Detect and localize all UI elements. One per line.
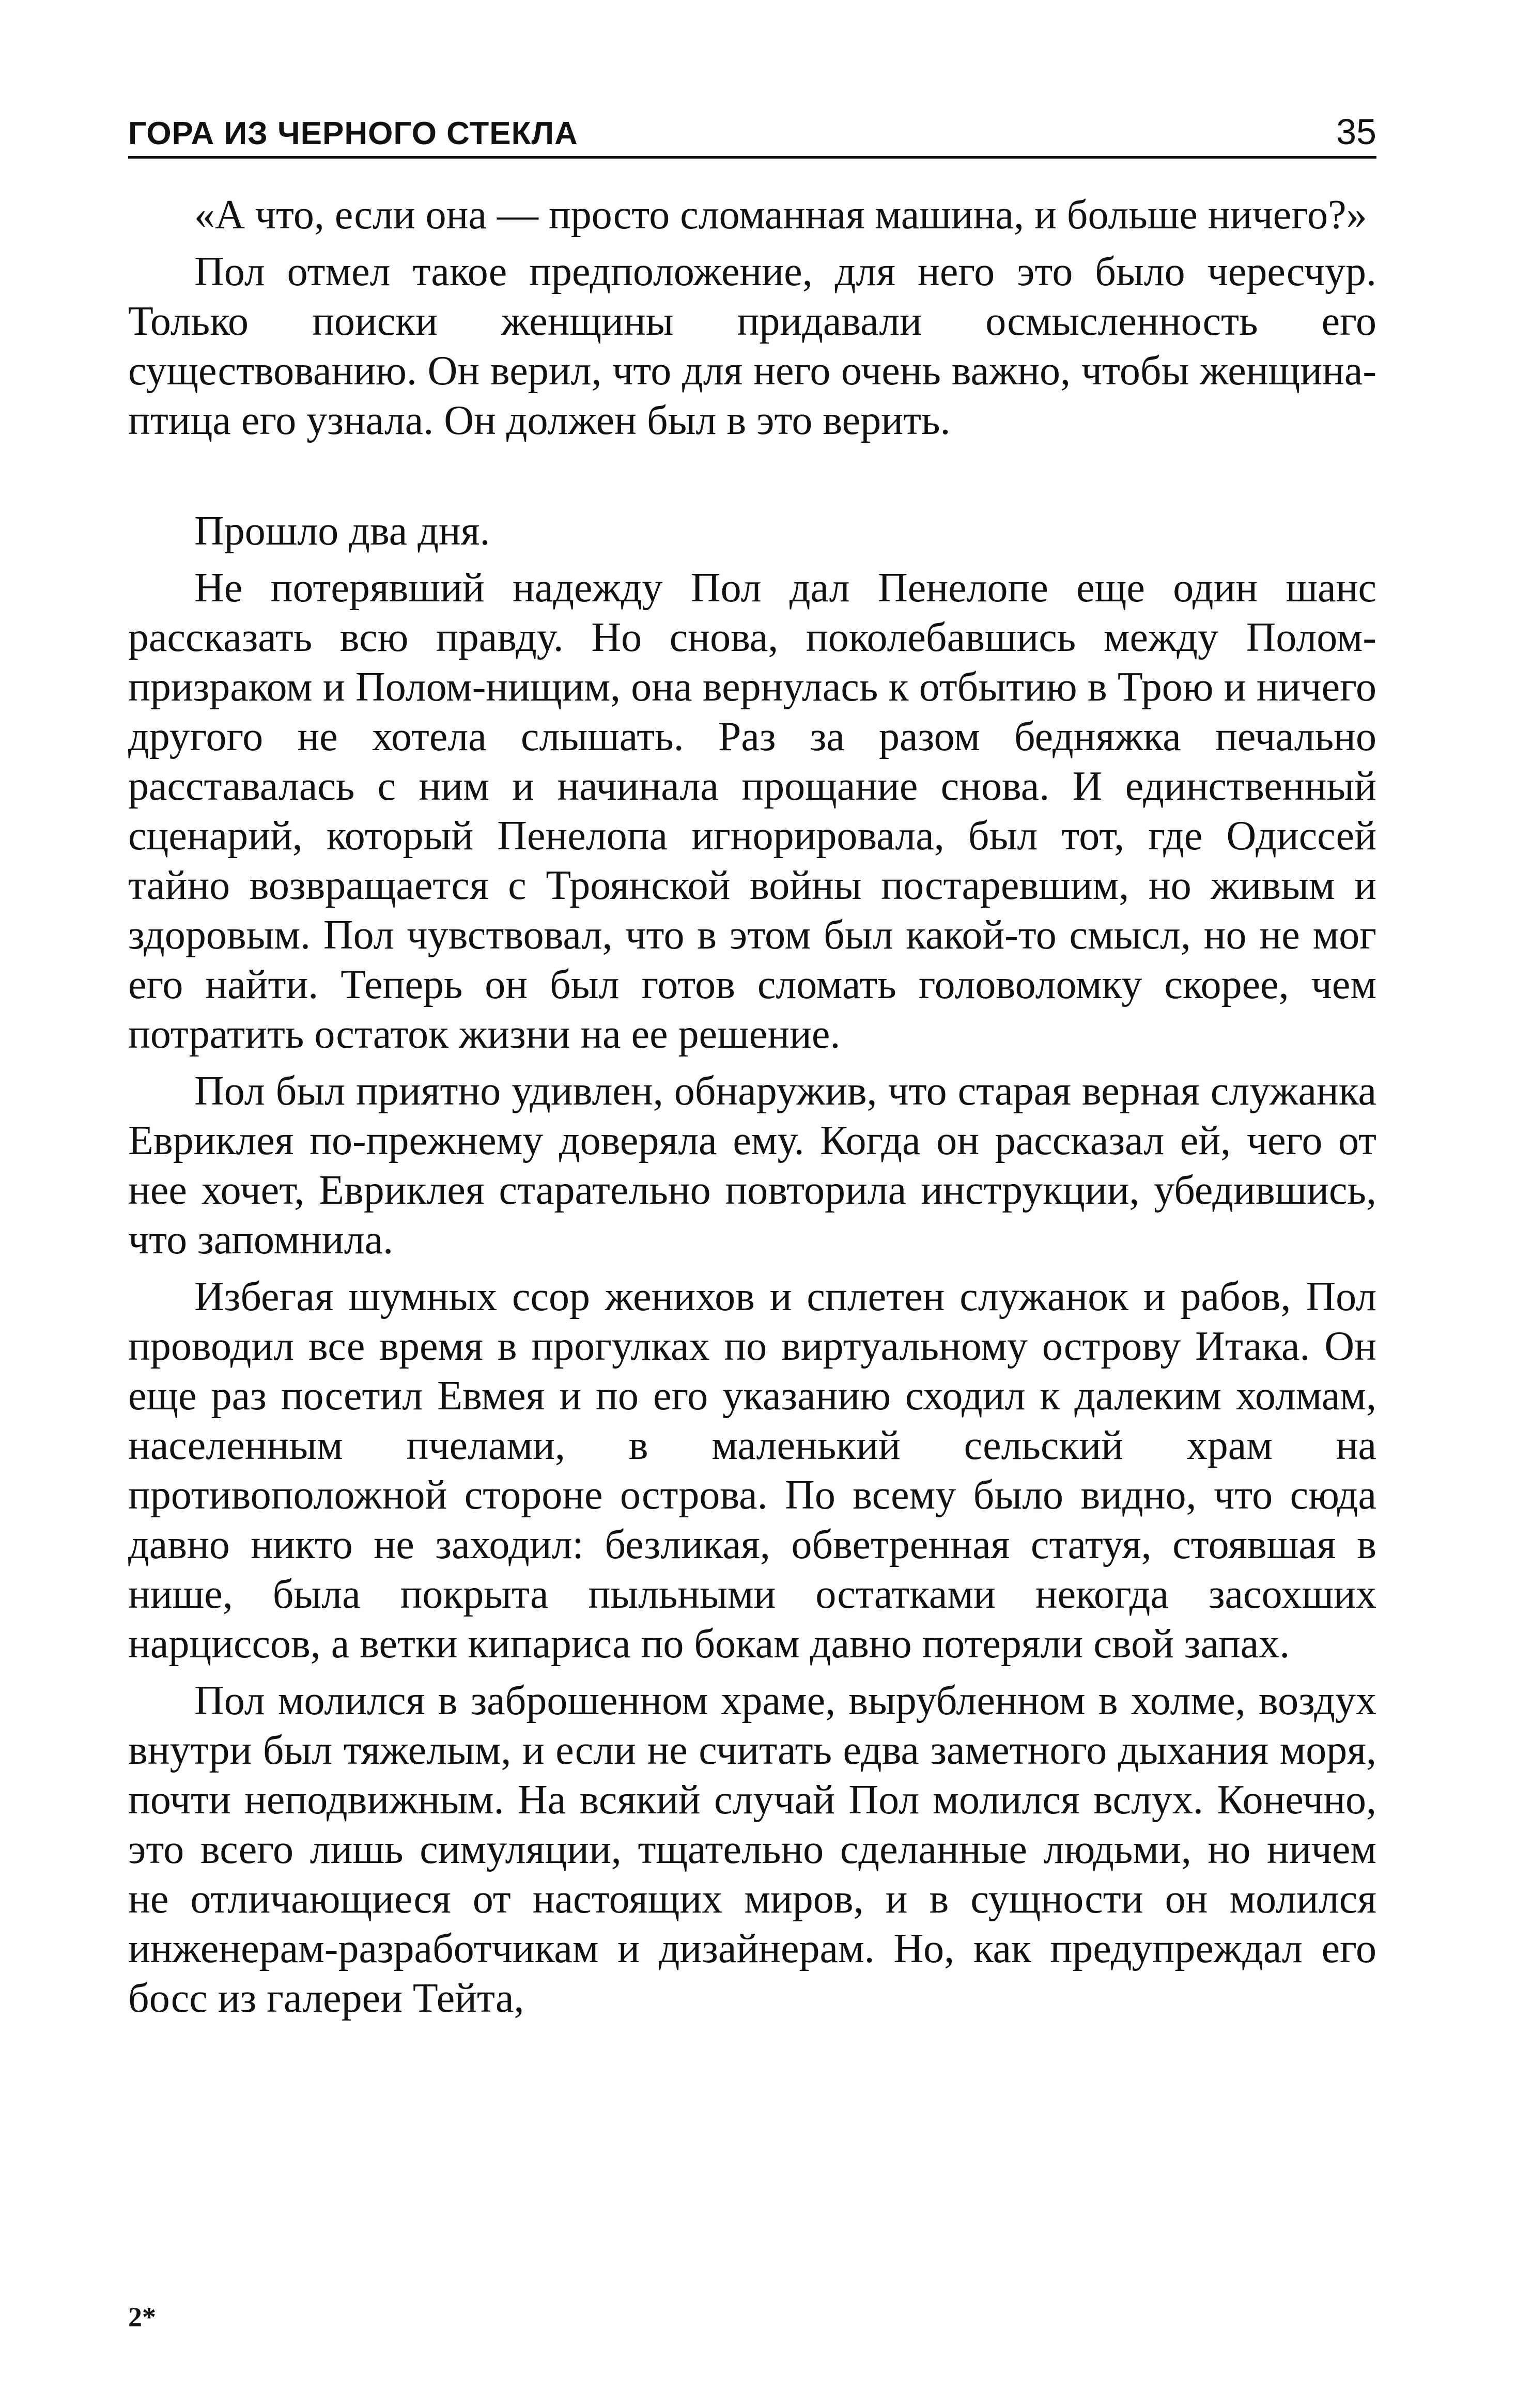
page-number: 35 (1336, 112, 1376, 152)
paragraph: Пол был приятно удивлен, обнаружив, что старая верная служанка Евриклея по-прежнему доверяла ему. Когда он рассказал ей, чего от нее хочет, Евриклея старательно повторила инструкции, убедившись, что запомнила. (128, 1068, 1376, 1263)
running-head (128, 113, 1376, 159)
signature-mark: 2* (128, 2302, 156, 2333)
paragraph: Не потерявший надежду Пол дал Пенелопе еще один шанс рассказать всю правду. Но снова, поколебавшись между Полом-призраком и Полом-нищим, она вернулась к отбытию в Трою и ничего другого не хотела слышать. Раз за разом бедняжка печально расставалась с ним и начинала прощание снова. И единственный сценарий, который Пенелопа игнорировала, был тот, где Одиссей тайно возвращается с Троянской войны постаревшим, но живым и здоровым. Пол чувствовал, что в этом был какой-то смысл, но не мог его найти. Теперь он был готов сломать головоломку скорее, чем потратить остаток жизни на ее решение. (128, 565, 1376, 1057)
paragraph: «А что, если она — просто сломанная машина, и больше ничего?» (194, 192, 1367, 238)
paragraph: Избегая шумных ссор женихов и сплетен служанок и рабов, Пол проводил все время в прогулках по виртуальному острову Итака. Он еще раз посетил Евмея и по его указанию сходил к далеким холмам, населенным пчелами, в маленький сельский храм на противоположной стороне острова. По всему было видно, что сюда давно никто не заходил: безликая, обветренная статуя, стоявшая в нише, была покрыта пыльными остатками некогда засохших нарциссов, а ветки кипариса по бокам давно потеряли свой запах. (128, 1274, 1376, 1667)
paragraph: Пол отмел такое предположение, для него это было чересчур. Только поиски женщины придавали осмысленность его существованию. Он верил, что для него очень важно, чтобы женщина-птица его узнала. Он должен был в это верить. (128, 249, 1376, 443)
paragraph: Пол молился в заброшенном храме, вырубленном в холме, воздух внутри был тяжелым, и если не считать едва заметного дыхания моря, почти неподвижным. На всякий случай Пол молился вслух. Конечно, это всего лишь симуляции, тщательно сделанные людьми, но ничем не отличающиеся от настоящих миров, и в сущности он молился инженерам-разработчикам и дизайнерам. Но, как предупреждал его босс из галереи Тейта, (128, 1678, 1376, 2021)
running-title: ГОРА ИЗ ЧЕРНОГО СТЕКЛА (128, 116, 578, 151)
body-text (128, 190, 1376, 2030)
section-opening-paragraph: Прошло два дня. (194, 508, 490, 554)
